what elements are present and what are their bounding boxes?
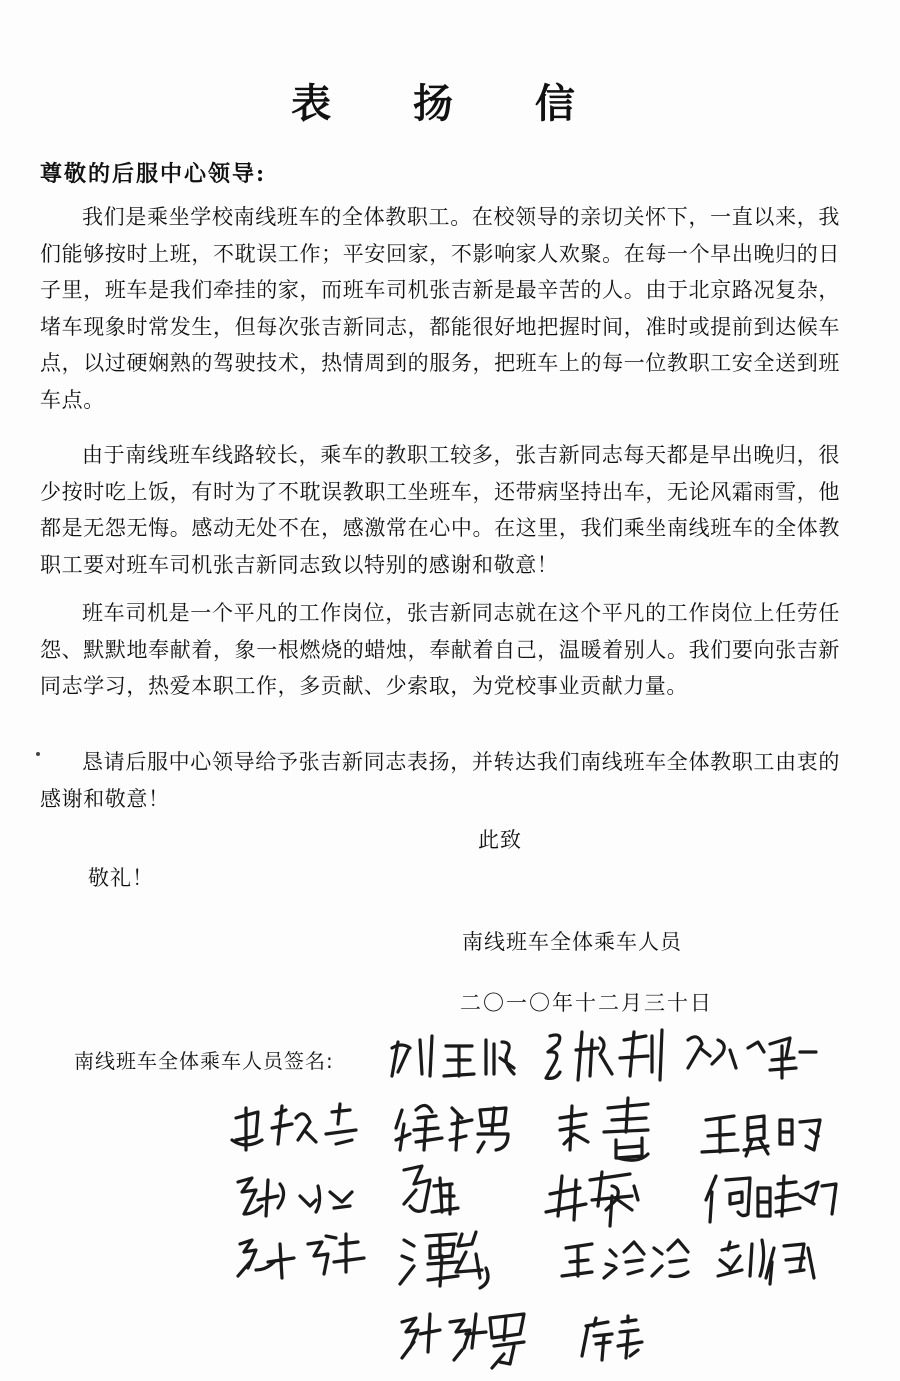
sender-name: 南线班车全体乘车人员 (462, 930, 682, 954)
signature-16 (402, 1314, 524, 1368)
signature-12 (238, 1234, 364, 1278)
paragraph-4: 恳请后服中心领导给予张吉新同志表扬，并转达我们南线班车全体教职工由衷的感谢和敬意！ (40, 750, 840, 811)
signature-7 (702, 1116, 820, 1156)
signature-4 (232, 1104, 356, 1150)
signature-14 (562, 1240, 688, 1278)
signature-6 (560, 1098, 648, 1160)
signature-5 (396, 1105, 508, 1152)
signature-3 (688, 1037, 816, 1078)
letter-title: 表 扬 信 (291, 80, 609, 127)
signature-label: 南线班车全体乘车人员签名: (74, 1049, 334, 1073)
signature-15 (718, 1240, 814, 1284)
signature-8 (238, 1178, 352, 1216)
signature-13 (400, 1232, 488, 1288)
signature-17 (582, 1316, 642, 1360)
paragraph-2: 由于南线班车线路较长，乘车的教职工较多，张吉新同志每天都是早出晚归，很少按时吃上饭，有时为了不耽误教职工坐班车，还带病坚持出车，无论风霜雨雪，他都是无怨无悔。感动无处不在，感激常在心中。在这里，我们乘坐南线班车的全体教职工要对班车司机张吉新同志致以特别的感谢和敬意！ (40, 443, 840, 577)
signature-10 (546, 1172, 638, 1226)
closing-cizhi: 此致 (478, 828, 522, 852)
salutation: 尊敬的后服中心领导: (40, 161, 267, 187)
letter-date: 二〇一〇年十二月三十日 (460, 991, 713, 1015)
signature-11 (706, 1176, 836, 1222)
paragraph-1: 我们是乘坐学校南线班车的全体教职工。在校领导的亲切关怀下，一直以来，我们能够按时上班，不耽误工作；平安回家，不影响家人欢聚。在每一个早出晚归的日子里，班车是我们牵挂的家，而班车司机张吉新是最辛苦的人。由于北京路况复杂，堵车现象时常发生，但每次张吉新同志，都能很好地把握时间，准时或提前到达候车点，以过硬娴熟的驾驶技术，热情周到的服务，把班车上的每一位教职工安全送到班车点。 (40, 205, 840, 412)
signature-2 (546, 1030, 662, 1080)
closing-jingli: 敬礼！ (88, 866, 154, 890)
signature-9 (404, 1166, 458, 1214)
signature-1 (392, 1036, 514, 1076)
paragraph-3: 班车司机是一个平凡的工作岗位，张吉新同志就在这个平凡的工作岗位上任劳任怨、默默地奉献着，象一根燃烧的蜡烛，奉献着自己，温暖着别人。我们要向张吉新同志学习，热爱本职工作，多贡献、少索取，为党校事业贡献力量。 (40, 601, 840, 698)
